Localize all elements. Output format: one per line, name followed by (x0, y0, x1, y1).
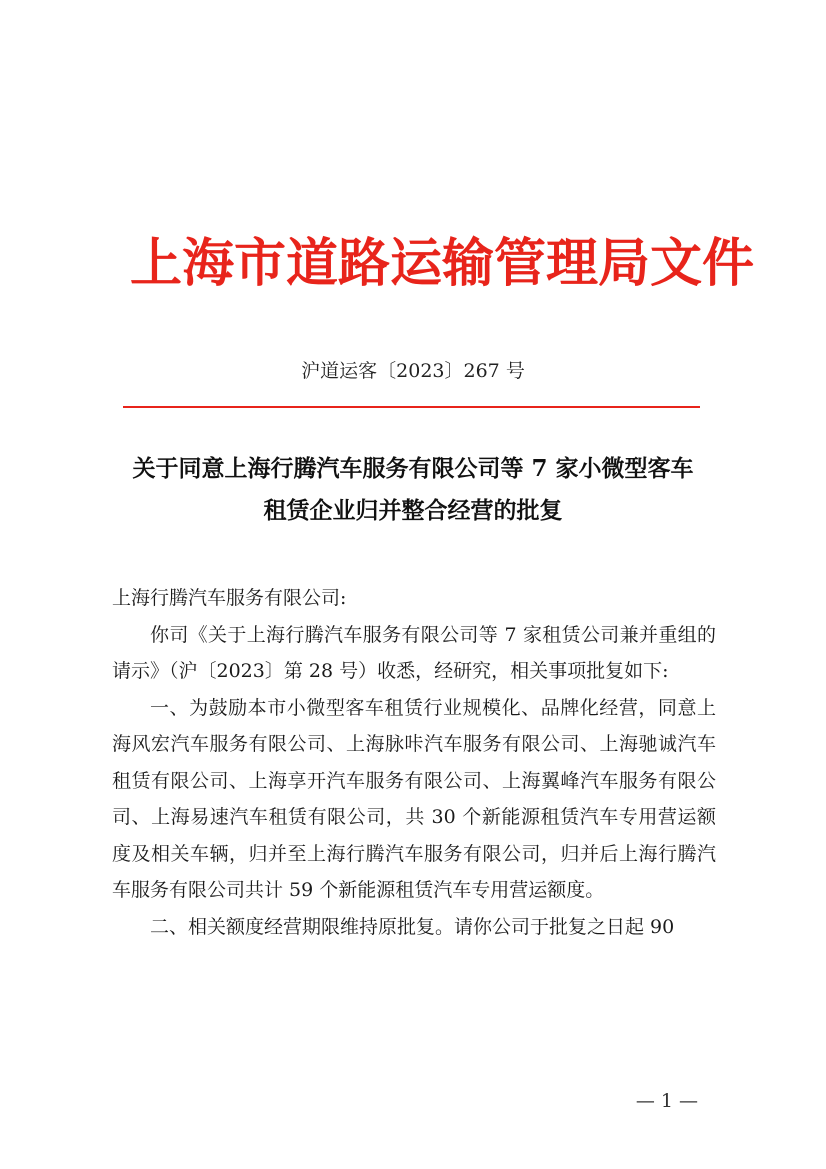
document-masthead: 上海市道路运输管理局文件 (130, 233, 755, 294)
red-divider-line (123, 406, 700, 408)
document-number: 沪道运客〔2023〕267 号 (301, 360, 525, 382)
document-body (112, 580, 716, 945)
body-paragraph-3: 二、相关额度经营期限维持原批复。请你公司于批复之日起 90 (150, 915, 675, 938)
document-title-line-1: 关于同意上海行腾汽车服务有限公司等 7 家小微型客车 (132, 455, 694, 482)
body-paragraph-1: 你司《关于上海行腾汽车服务有限公司等 7 家租赁公司兼并重组的请示》（沪〔2023〕第 28 号）收悉，经研究，相关事项批复如下: (112, 623, 716, 682)
document-title-line-2: 租赁企业归并整合经营的批复 (263, 497, 563, 524)
page-number: — 1 — (635, 1090, 698, 1112)
document-title (60, 448, 766, 532)
addressee: 上海行腾汽车服务有限公司: (112, 587, 347, 609)
body-paragraph-2: 一、为鼓励本市小微型客车租赁行业规模化、品牌化经营，同意上海风宏汽车服务有限公司、上海脉咔汽车服务有限公司、上海驰诚汽车租赁有限公司、上海享开汽车服务有限公司、上海翼峰汽车服务有限公司、上海易速汽车租赁有限公司，共 30 个新能源租赁汽车专用营运额度及相关车辆，归并至上海行腾汽车服务有限公司，归并后上海行腾汽车服务有限公司共计 59 个新能源租赁汽车专用营运额度。 (112, 696, 716, 901)
